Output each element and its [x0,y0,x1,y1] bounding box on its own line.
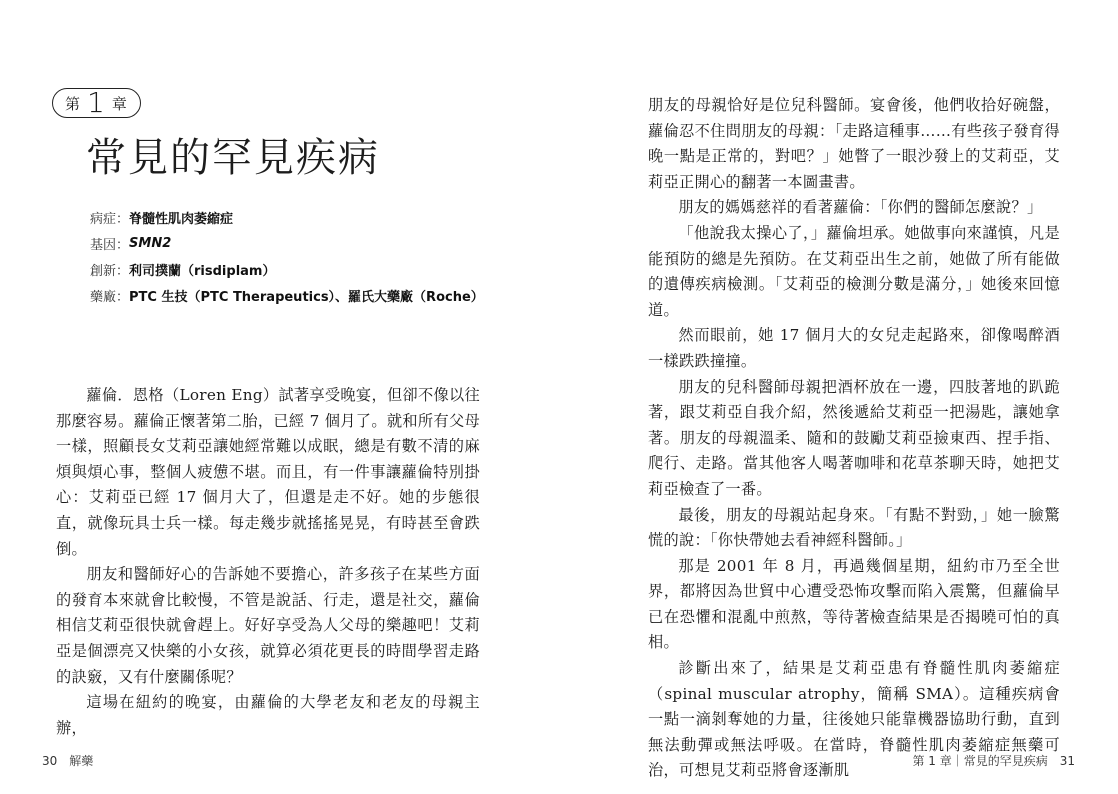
meta-row-gene [90,230,484,256]
paragraph: 朋友的媽媽慈祥的看著蘿倫：「你們的醫師怎麼說？」 [678,198,1043,217]
chapter-prefix: 第 [65,94,82,113]
chapter-number: 1 [87,86,106,119]
right-page [559,0,1118,794]
paragraph: 診斷出來了，結果是艾莉亞患有脊髓性肌肉萎縮症（spinal muscular atrophy，簡稱 SMA）。這種疾病會一點一滴剝奪她的力量，往後她只能靠機器協助行動，直到無法動彈或無法呼吸。在當時，脊髓性肌肉萎縮症無藥可治，可想見艾莉亞將會逐漸肌 [648,659,1060,780]
paragraph: 「他說我太操心了，」蘿倫坦承。她做事向來謹慎，凡是能預防的總是先預防。在艾莉亞出生之前，她做了所有能做的遺傳疾病檢測。「艾莉亞的檢測分數是滿分，」她後來回憶道。 [648,223,1060,319]
paragraph: 蘿倫．恩格（Loren Eng）試著享受晚宴，但卻不像以往那麼容易。蘿倫正懷著第二胎，已經 7 個月了。就和所有父母一樣，照顧長女艾莉亞讓她經常難以成眠，總是有數不清的麻煩與煩心事，整個人疲憊不堪。而且，有一件事讓蘿倫特別掛心：艾莉亞已經 17 個月大了，但還是走不好。她的步態很直，就像玩具士兵一樣。每走幾步就搖搖晃晃，有時甚至會跌倒。 [56,386,480,558]
page-footer-right: 第 1 章｜常見的罕見疾病 31 [912,754,1075,768]
meta-row-manufacturer [90,282,484,308]
meta-value: 脊髓性肌肉萎縮症 [129,211,234,227]
meta-value: PTC 生技（PTC Therapeutics）、羅氏大藥廠（Roche） [129,289,484,305]
meta-value: SMN2 [129,235,172,251]
paragraph: 朋友的母親恰好是位兒科醫師。宴會後，他們收拾好碗盤，蘿倫忍不住問朋友的母親：「走路這種事……有些孩子發育得晚一點是正常的，對吧？」她瞥了一眼沙發上的艾莉亞，艾莉亞正開心的翻著一本圖畫書。 [648,96,1060,191]
paragraph: 然而眼前，她 17 個月大的女兒走起路來，卻像喝醉酒一樣跌跌撞撞。 [648,326,1060,370]
chapter-suffix: 章 [111,94,128,113]
disease-info-block [90,204,484,308]
right-body-text [648,93,1060,784]
meta-label: 病症： [90,211,130,227]
meta-label: 藥廠： [90,289,130,305]
paragraph: 最後，朋友的母親站起身來。「有點不對勁，」她一臉驚慌的說：「你快帶她去看神經科醫師。」 [648,505,1060,550]
page-footer-left: 30 解藥 [42,754,94,768]
meta-label: 創新： [90,263,130,279]
meta-label: 基因： [90,237,130,253]
left-body-text [56,383,480,741]
chapter-badge [52,88,141,118]
paragraph: 那是 2001 年 8 月，再過幾個星期，紐約市乃至全世界，都將因為世貿中心遭受恐怖攻擊而陷入震驚，但蘿倫早已在恐懼和混亂中煎熬，等待著檢查結果是否揭曉可怕的真相。 [648,556,1060,652]
meta-row-condition [90,204,484,230]
paragraph: 朋友的兒科醫師母親把酒杯放在一邊，四肢著地的趴跪著，跟艾莉亞自我介紹，然後遞給艾莉亞一把湯匙，讓她拿著。朋友的母親溫柔、隨和的鼓勵艾莉亞撿東西、捏手指、爬行、走路。當其他客人喝著咖啡和花草茶聊天時，她把艾莉亞檢查了一番。 [648,377,1060,498]
chapter-title: 常見的罕見疾病 [86,135,380,181]
paragraph: 朋友和醫師好心的告訴她不要擔心，許多孩子在某些方面的發育本來就會比較慢，不管是說話、行走，還是社交，蘿倫相信艾莉亞很快就會趕上。好好享受為人父母的樂趣吧！艾莉亞是個漂亮又快樂的小女孩，就算必須花更長的時間學習走路的訣竅，又有什麼關係呢？ [56,565,480,686]
paragraph: 這場在紐約的晚宴，由蘿倫的大學老友和老友的母親主辦， [56,693,480,737]
meta-value: 利司撲蘭（risdiplam） [129,263,276,279]
meta-row-innovation [90,256,484,282]
